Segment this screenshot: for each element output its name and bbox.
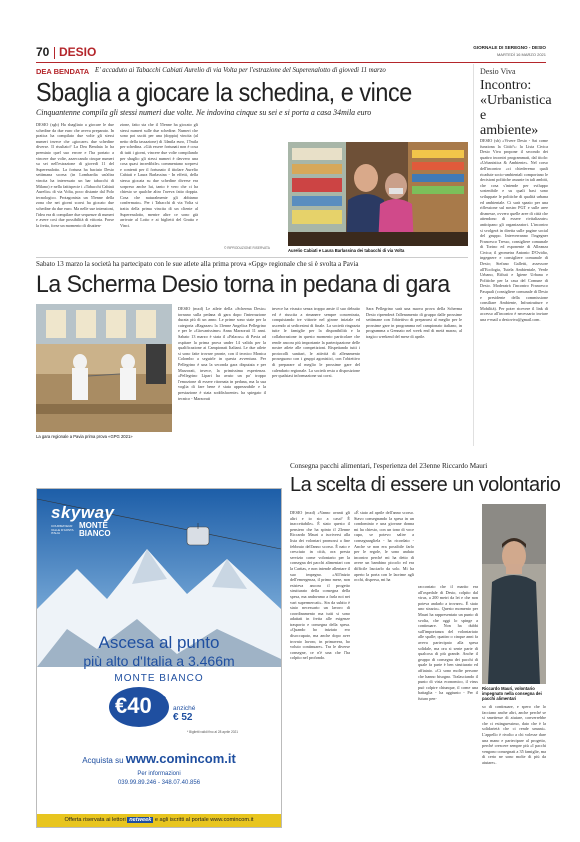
photo-caption: La gara regionale a Pavia prima prova «GPG 2021» xyxy=(36,434,133,439)
header-date: MARTEDÌ 16 MARZO 2021 xyxy=(496,52,546,57)
volunteer-photo-art xyxy=(482,504,546,684)
article-body-col2: zione, fatto sta che il 55enne ha giocato gli stessi numeri sulle due schedine. Numeri che sono poi usciti per una (doppia) vincita (al netto della tassazione) di 34mila euro, 17mila per schedina. «Già essere fortunati non è cosa di tutti i giorni, vincere due volte compilando per sbaglio gli stessi numeri è davvero una cosa quasi incredibile» commentano sorpresi e contenti per il fortunato il titolare Aurelio Cabiati e Laura Barlassina - In effetti, della stessa giocata su due schedine diverse era sorpreso anche lui, tanto è vero che ci ha chiesto se qualche altro l'aveva fatto doppia. Cosa che naturalmente gli abbiamo confermato». Per i Tabacchi di via Volta si tratta della prima vincita di un cliente al Superenalotto, mentre altre ce sono già arrivate al Lotto e ai biglietti del Gratta e Vinci. xyxy=(120,122,198,228)
article-fencing xyxy=(36,257,468,454)
sidebar-headline: Incontro: «Urbanistica e ambiente» xyxy=(480,78,552,138)
tobacconist-photo-art xyxy=(288,142,468,246)
ad-site[interactable]: www.comincom.it xyxy=(125,751,236,766)
sidebar-body: DESIO (sb) «Vivere Desio - Sai come funziona la Città?»: la Lista Civica Desio Viva propone il secondo dei quattro incontri programmati, dal titolo: «Urbanistica & Ambiente». Nel corso dell'incontro «ci chiederemo quali ricadute socio-ambientali comportano le decisioni politiche assunte in tali ambiti, che cosa s'intende per sviluppo sostenibile e su quali basi sono sviluppate le politiche di qualità urbana ed ambientale. Ci sarà spazio per una riflessione sul nostro PGT e sulle aree dismesse, ovvero quelle aree di città che attendono di essere rivitalizzate» anticipano gli organizzatori. L'incontro si svolgerà in diretta sulle pagine social del gruppo. Interverranno l'ingegner Francesco Tresso, consigliere comunale di Torino ed esponente di Alleanza Civica; il geometra Antonio D'Ovidio, ingegnere e consigliere comunale di Desio; Stefano Galletti, assessore all'Ecologia, Tutela Ambientale, Verde Urbano, Rifiuti e Igiene Urbana e Politiche per la casa del Comune di Desio. Moderatrà l'incontro Francesco Pasquali (consigliere comunale di Desio e presidente della commissione consiliare Ambiente, Infrastrutture e Mobilità). Per poter ricevere il link di accesso all'incontro è necessario inviare una e-mail a desioviva@gmail.com. xyxy=(480,138,548,322)
article-subkicker: Consegna pacchi alimentari, l'esperienza del 23enne Riccardo Mauri xyxy=(290,462,488,470)
volunteer-photo xyxy=(482,504,546,684)
photo-caption: Aurelio Cabiati e Laura Barlassina dei tabacchi di via Volta xyxy=(288,248,405,253)
ad-phones: 039.99.89.246 - 348.07.40.856 xyxy=(117,780,201,786)
article-kicker: DEA BENDATA xyxy=(36,67,90,76)
article-body-col2: «È stato ad aprile dell'anno scorso. Stavo consegnando la spesa in un condominio e una giovane donna mi ha chiesto, con un tono di voce cupo, se potevo salire a consegnargliela - ha ricordato - Anche se non era possibile farlo per le regole, le sono andato incontro perché mi ha detto di avere un bambino piccolo ed era difficile lasciarlo da solo. Mi ha aperto la porta con le lacrime agli occhi, dispersa, mi ha xyxy=(354,510,414,583)
article-headline: La scelta di essere un volontario xyxy=(290,474,561,496)
ad-price-alt-prefix: anziché xyxy=(173,705,196,712)
sidebar-kicker: Desio Viva xyxy=(480,67,516,76)
ad-line3: MONTE BIANCO xyxy=(114,673,204,684)
article-subkicker: Sabato 13 marzo la società ha partecipato con le sue atlete alla prima prova «Gpg» regionale che si è svolta a Pavia xyxy=(36,260,359,268)
page-number: 70 xyxy=(36,45,50,59)
article-headline: Sbaglia a giocare la schedina, e vince xyxy=(36,77,412,107)
ad-price: €40 xyxy=(115,693,152,718)
article-body-col3: Sara Pellegrino sarà una nuova prova della Scherma Desio riprenderà l'allenamento di gruppo dalle prossime settimane con l'obiettivo di prepararsi al meglio per le prossime gare in programma nel campionato italiano, in programma a Gennaio nel week end di metà marzo, al tragico weekend del mese di aprile. xyxy=(366,306,462,339)
article-body-col3: raccontato che il marito era all'ospedale di Desio, colpito dal virus, a 200 metri da lei e che non poteva andarlo a trovare». È stato uno strazio». Questo momento per Mauri ha rappresentato un punto di svolta, che oggi lo spinge a continuare. Non ha dubbi sull'importanza del volontariato alle spalle; quattro o cinque anni fa aveva partecipato alla spesa solidale, ma ora si sente parte di qualcosa di più grande. Anche il gruppo di consegna dei pacchi di quale fa parte è ben strutturato ed affiatato. «Ci sono molte persone che hanno bisogno. Tralasciando il punto di vista economico, il virus può colpire chiunque, il come una battaglia - ha aggiunto - Per il futuro pen- xyxy=(418,584,478,701)
ad-footer-bar xyxy=(37,814,281,827)
article-deck: Cinquantenne compila gli stessi numeri due volte. Ne indovina cinque su sei e si porta a casa 34mila euro xyxy=(36,108,372,117)
paper-name: GIORNALE DI SEREGNO - DESIO xyxy=(473,45,546,50)
fencing-photo-art xyxy=(36,304,172,432)
article-body-col3 xyxy=(204,122,282,244)
ad-fineprint: * Biglietti validi fino al 28 aprile 2021 xyxy=(187,730,239,734)
article-headline: La Scherma Desio torna in pedana di gara xyxy=(36,271,450,298)
article-byline: © RIPRODUZIONE RISERVATA xyxy=(224,246,270,250)
article-body-col4: so di continuare, e spero che lo facciano anche altri, anche perché se si smettesse di aiutare, converrebbe che ci estinguessimo, dato che è la solidarietà che ci rende umani». L'appello è rivolto a chi volesse dare una mano e partecipare al progetto, perché crescere sempre più «I pacchi vengono consegnati a 35 famiglie, ma di certo ne sono molte di più da aiutare». xyxy=(482,704,546,765)
article-volunteer xyxy=(290,460,561,828)
ad-footer-brand: netweek xyxy=(129,817,152,823)
ad-info-label: Per informazioni xyxy=(137,771,181,777)
ad-buy-text: Acquista su xyxy=(82,756,124,765)
article-lottery xyxy=(36,64,468,254)
article-body-col1: DESIO (sgb) Ha sbagliato a giocare le due schedine da due euro che aveva preparato. In pratica ha compilato due volte gli stessi numeri invece che «giocare» due schedine diverse. Il risultato? La Dea Bendata lo ha premiato quel suo errore e l'ha portato a vincere due volte, azzeccando cinque numeri su sei nell'estrazione di giovedì 11 del Superenalotto. La fortuna ha baciato Desio settimana scorsa (in Lombardia un'altra vincita ha interessato un bar tabacchi di Milano) e nella fattispecie i «Tabacchi Cabiati Aurelio» di via Volta, poco distante dal Polo tecnologico. Protagonista un 55enne della zona che nei giorni scorsi ha giocato due schedine da due euro. Ma nelle sue intenzioni, l'idea era di compilare due sequenze di numeri e avere così due possibilità di vittoria. Forse la fretta, forse un momento di disatten- xyxy=(36,122,114,228)
section-label: DESIO xyxy=(59,45,97,59)
skyway-advertisement xyxy=(36,488,282,828)
ad-price-alt: € 52 xyxy=(173,712,193,723)
ad-footer-pre: Offerta riservata ai lettori xyxy=(64,817,126,823)
page-header xyxy=(36,44,546,63)
ad-brand: skyway xyxy=(51,503,115,522)
article-body-col1: DESIO (mxd) «Vanno avanti gli altri e io sto a casa? È inaccettabile». È stato questo il pensiero che ha spinto il 23enne Riccardo Mauri a iscriversi alla lista dei volontari promossi a fine febbraio dell'anno scorso. È nato e cresciuto in città, ora presta servizio come volontario per la consegna dei pacchi alimentari con la Caritas, e non intende allentare il suo impegno. «All'inizio dell'emergenza, il primo mese, non esisteva ancora il progetto strutturato della consegna della spesa, ma andavamo a farla noi nei vari supermercati». Sin da subito è stato necessario un lavoro di coordinamento ma tutti si sono adattati in fretta alle esigenze trasporto e consegna della spesa. «Quando ho iniziato ero disoccupato, ma anche dopo aver trovato lavoro, in primavera, ho voluto continuare». Tra le diverse consegne, ce n'è una che l'ha colpito nel profondo. xyxy=(290,510,350,661)
ad-line2: più alto d'Italia a 3.466m xyxy=(83,653,235,669)
article-body-col2: invece ha vissuto senza troppo ansie il suo debutto ed è riuscita a rimanere sempre concentrata, conquistando tre vittorie nel girone iniziale ed uscendo ai sedicesimi di finale. La società ringrazia tutte le famiglie per la disponibilità e la collaborazione in questo momento particolare che rende ancora più importante la partecipazione delle nostre atlete alle competizioni. Rispettando tutti i protocolli sanitari, le attività di allenamento proseguono con i gruppi agonistici, con l'obiettivo di preparare al meglio le prossime gare del calendario regionale. La società resta a disposizione per qualsiasi informazione sui corsi. xyxy=(272,306,360,379)
ad-price-badge xyxy=(109,687,209,727)
fencing-photo xyxy=(36,304,172,432)
ad-price-asterisk: * xyxy=(163,695,167,704)
tobacconist-photo xyxy=(288,142,468,246)
ad-line1: Ascesa al punto xyxy=(98,633,220,652)
header-divider xyxy=(54,47,55,59)
photo-caption: Riccardo Mauri, volontario impegnato nella consegna dei pacchi alimentari xyxy=(482,686,542,701)
ad-brand-tag: COURMAYEUR VALLE D'AOSTA ITALIA xyxy=(51,524,74,535)
sidebar-desio-viva xyxy=(473,64,552,446)
article-subkicker: E' accaduto ai Tabacchi Cabiati Aurelio di via Volta per l'estrazione del Superenalotto di giovedì 11 marzo xyxy=(95,67,386,74)
article-body-col1: DESIO (mxd) Le atlete della «Scherma Desio» tornano sulla pedana di gara dopo l'interruzione durata più di un anno. Le prime sono state per la categoria «Ragazze» la 13enne Angelica Pellegrino e per le «Giovanissime» Anna Marzorati 11 anni. Sabato 13 marzo è stata il «Palacus» di Pavia ad ospitare la prima prova under 14 valida per la qualificazione ai Campionati Italiani. Le due atlete si sono fatte trovare pronte, con il tecnico Monica Colombo a seguirle in questa avventura. Per Pellegrino è una la seconda gara disputata e per Marzorati, invece, la primissima esperienza. «Pellegrino Lipari ha avuto un po' troppo l'emozione di essere ritornata in pedana, ma la sua voglia di fare bene è stata apprezzabile e la prestazione è stata soddisfacente» ha spiegato il tecnico - Marzorati xyxy=(178,306,266,401)
ad-footer-post: e agli iscritti al portale www.comincom.it xyxy=(154,817,254,823)
ad-buy-line xyxy=(37,751,281,766)
ad-brand-sub: MONTE BIANCO xyxy=(79,521,111,538)
